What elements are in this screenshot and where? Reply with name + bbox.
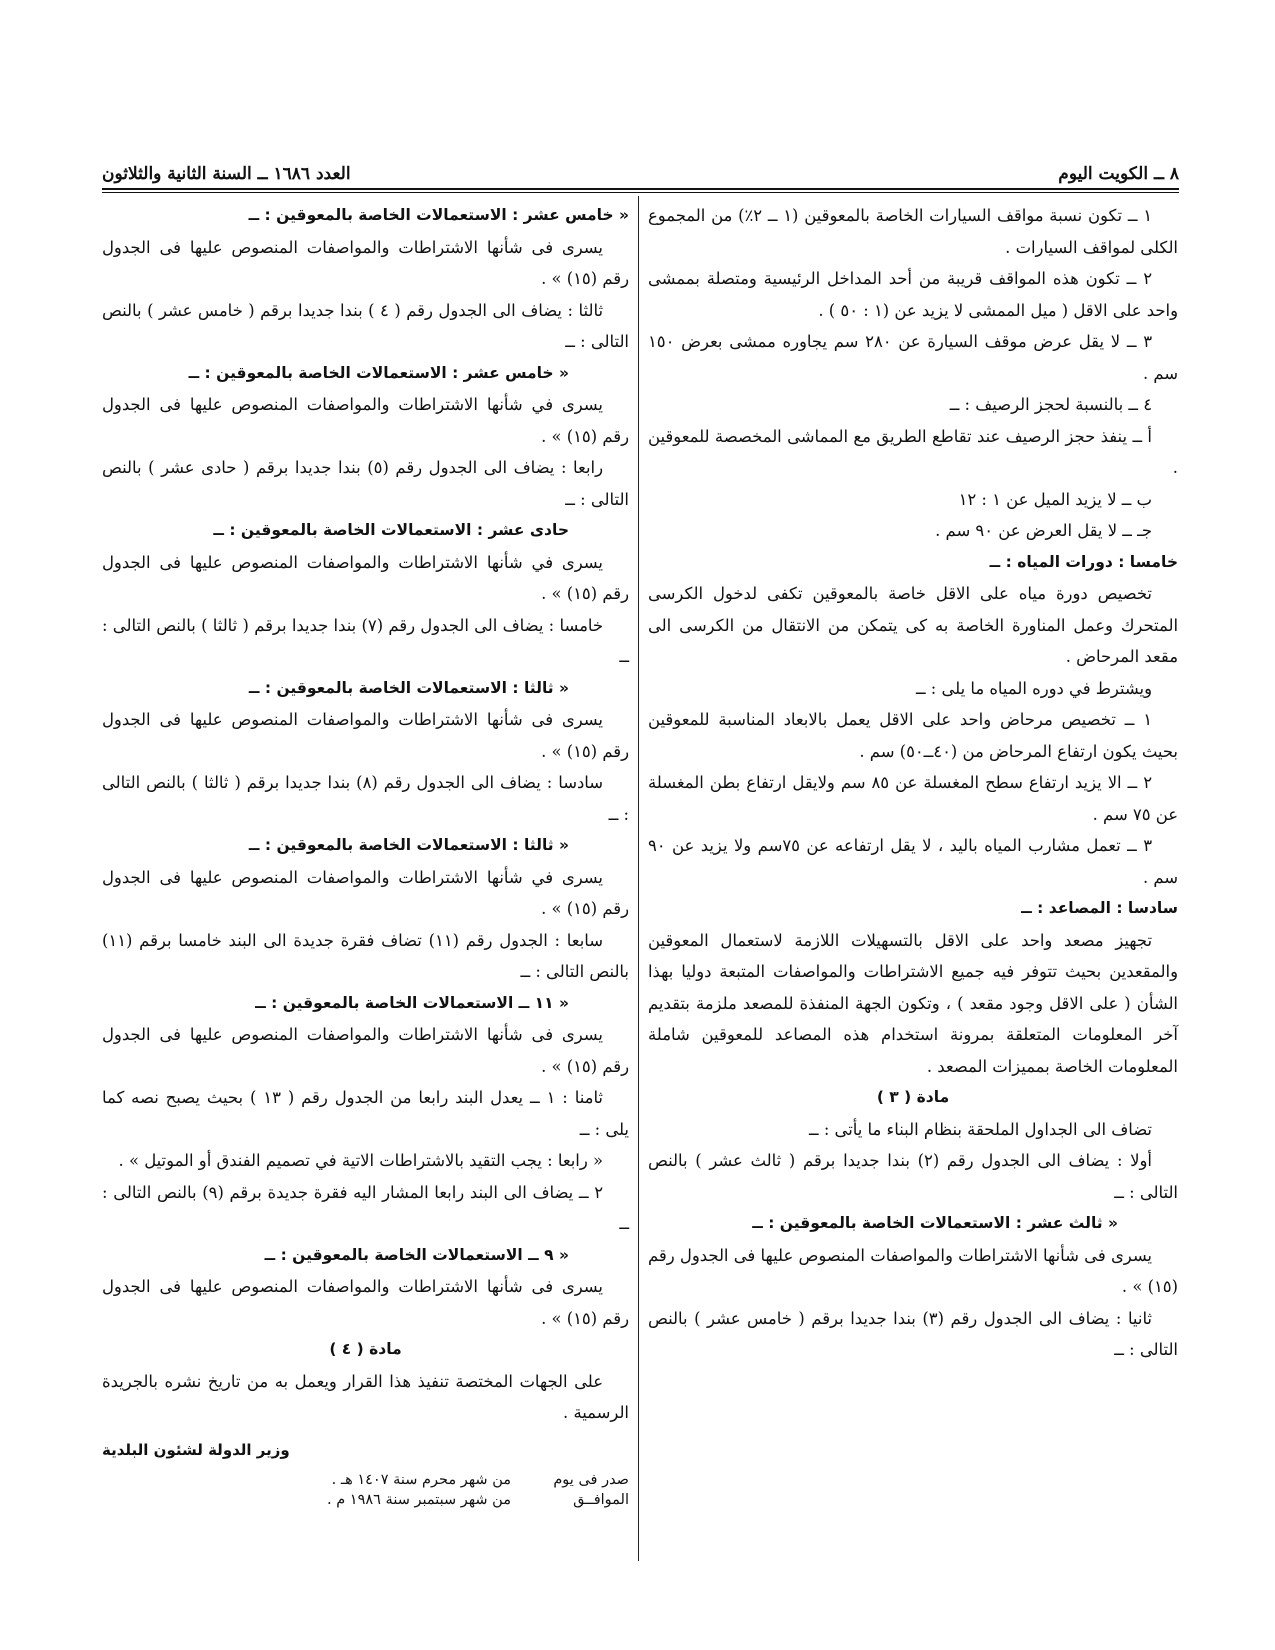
paragraph: خامسا : يضاف الى الجدول رقم (٧) بندا جديدا برقم ( ثالثا ) بالنص التالى : ــ [102, 615, 629, 666]
left-column [102, 200, 629, 1510]
signature-block [102, 1435, 629, 1467]
section-heading: « ثالثا : الاستعمالات الخاصة بالمعوقين : ــ [248, 678, 569, 697]
section-heading: « ٩ ــ الاستعمالات الخاصة بالمعوقين : ــ [264, 1245, 569, 1264]
section-heading: « خامس عشر : الاستعمالات الخاصة بالمعوقين : ــ [188, 363, 569, 382]
paragraph: « رابعا : يجب التقيد بالاشتراطات الاتية في تصميم الفندق أو الموتيل » . [118, 1151, 603, 1170]
right-column [648, 200, 1178, 1366]
page-header [102, 158, 1179, 184]
paragraph: ٢ ــ الا يزيد ارتفاع سطح المغسلة عن ٨٥ سم ولايقل ارتفاع بطن المغسلة عن ٧٥ سم . [648, 773, 1178, 824]
paragraph: ١ ــ تخصيص مرحاض واحد على الاقل يعمل بالابعاد المناسبة للمعوقين بحيث يكون ارتفاع المرحاض من (٤٠ــ٥٠) سم . [648, 710, 1178, 761]
paragraph: ثامنا : ١ ــ يعدل البند رابعا من الجدول رقم ( ١٣ ) بحيث يصبح نصه كما يلى : ــ [102, 1088, 629, 1139]
section-heading: خامسا : دورات المياه : ــ [989, 552, 1178, 571]
paragraph: أولا : يضاف الى الجدول رقم (٢) بندا جديدا برقم ( ثالث عشر ) بالنص التالى : ــ [648, 1151, 1178, 1202]
section-heading: « خامس عشر : الاستعمالات الخاصة بالمعوقين : ــ [248, 206, 629, 224]
issue-date-block [102, 1470, 629, 1510]
page-title: ٨ ــ الكويت اليوم [1058, 164, 1179, 184]
section-heading: « ثالث عشر : الاستعمالات الخاصة بالمعوقين : ــ [752, 1214, 1118, 1232]
paragraph: ثالثا : يضاف الى الجدول رقم ( ٤ ) بندا جديدا برقم ( خامس عشر ) بالنص التالى : ــ [102, 300, 629, 351]
issue-info: العدد ١٦٨٦ ــ السنة الثانية والثلاثون [102, 164, 351, 184]
paragraph: يسرى فى شأنها الاشتراطات والمواصفات المنصوص عليها فى الجدول رقم (١٥) » . [102, 1025, 629, 1076]
header-rule [102, 188, 1179, 190]
header-rule-thin [102, 192, 1179, 193]
corresponding-value: من شهر سبتمبر سنة ١٩٨٦ م . [326, 1492, 511, 1508]
corresponding-label: الموافــق [573, 1492, 629, 1508]
paragraph: ١ ــ تكون نسبة مواقف السيارات الخاصة بالمعوقين (١ ــ ٢٪) من المجموع الكلى لمواقف السيارات . [648, 206, 1178, 257]
paragraph: يسرى في شأنها الاشتراطات والمواصفات المنصوص عليها فى الجدول رقم (١٥) » . [102, 552, 629, 603]
section-heading: حادى عشر : الاستعمالات الخاصة بالمعوقين : ــ [213, 521, 569, 539]
paragraph: تضاف الى الجداول الملحقة بنظام البناء ما يأتى : ــ [809, 1119, 1152, 1139]
paragraph: يسرى فى شأنها الاشتراطات والمواصفات المنصوص عليها فى الجدول رقم (١٥) » . [648, 1245, 1178, 1296]
paragraph: ب ــ لا يزيد الميل عن ١ : ١٢ [958, 489, 1152, 509]
paragraph: رابعا : يضاف الى الجدول رقم (٥) بندا جديدا برقم ( حادى عشر ) بالنص التالى : ــ [102, 458, 629, 509]
minister-title: وزير الدولة لشئون البلدية [102, 1440, 290, 1459]
paragraph: ٤ ــ بالنسبة لحجز الرصيف : ــ [949, 395, 1152, 414]
issued-value: من شهر محرم سنة ١٤٠٧ هـ . [331, 1472, 511, 1488]
section-heading: « ثالثا : الاستعمالات الخاصة بالمعوقين : ــ [248, 836, 569, 854]
paragraph: يسرى فى شأنها الاشتراطات والمواصفات المنصوص عليها فى الجدول رقم (١٥) » . [102, 710, 629, 761]
paragraph: جـ ــ لا يقل العرض عن ٩٠ سم . [935, 521, 1152, 540]
section-heading: مادة ( ٤ ) [329, 1340, 402, 1358]
paragraph: يسرى في شأنها الاشتراطات والمواصفات المنصوص عليها فى الجدول رقم (١٥) » . [102, 867, 629, 918]
paragraph: ثانيا : يضاف الى الجدول رقم (٣) بندا جديدا برقم ( خامس عشر ) بالنص التالى : ــ [648, 1308, 1178, 1359]
paragraph: سادسا : يضاف الى الجدول رقم (٨) بندا جديدا برقم ( ثالثا ) بالنص التالى : ــ [102, 773, 629, 824]
paragraph: سابعا : الجدول رقم (١١) تضاف فقرة جديدة الى البند خامسا برقم (١١) بالنص التالى : ــ [102, 930, 629, 981]
paragraph: يسرى فى شأنها الاشتراطات والمواصفات المنصوص عليها فى الجدول رقم (١٥) » . [102, 237, 629, 288]
section-heading: « ١١ ــ الاستعمالات الخاصة بالمعوقين : ــ [255, 993, 569, 1012]
paragraph: تخصيص دورة مياه على الاقل خاصة بالمعوقين تكفى لدخول الكرسى المتحرك وعمل المناورة الخاصة به كى يتمكن من الانتقال من الكرسى الى مقعد المرحاض . [648, 584, 1178, 666]
paragraph: ويشترط في دوره المياه ما يلى : ــ [915, 678, 1152, 698]
paragraph: على الجهات المختصة تنفيذ هذا القرار ويعمل به من تاريخ نشره بالجريدة الرسمية . [102, 1371, 629, 1422]
paragraph: ٣ ــ تعمل مشارب المياه باليد ، لا يقل ارتفاعه عن ٧٥سم ولا يزيد عن ٩٠ سم . [648, 836, 1178, 887]
column-divider [638, 196, 639, 1561]
section-heading: سادسا : المصاعد : ــ [1021, 899, 1178, 917]
paragraph: تجهيز مصعد واحد على الاقل بالتسهيلات اللازمة لاستعمال المعوقين والمقعدين بحيث تتوفر فيه جميع الاشتراطات والمواصفات المتبعة دوليا بهذا الشأن ( على الاقل وجود مقعد ) ، وتكون الجهة المنفذة للمصعد ملزمة بتقديم آخر المعلومات المتعلقة بمرونة استخدام هذه المصاعد للمعوقين شاملة المعلومات الخاصة بمميزات المصعد . [648, 930, 1178, 1076]
left-column-body [102, 200, 629, 1429]
paragraph: ٢ ــ يضاف الى البند رابعا المشار اليه فقرة جديدة برقم (٩) بالنص التالى : ــ [102, 1182, 629, 1233]
issued-label: صدر فى يوم [553, 1472, 629, 1488]
paragraph: يسرى فى شأنها الاشتراطات والمواصفات المنصوص عليها فى الجدول رقم (١٥) » . [102, 1277, 629, 1328]
paragraph: ٢ ــ تكون هذه المواقف قريبة من أحد المداخل الرئيسية ومتصلة بممشى واحد على الاقل ( ميل الممشى لا يزيد عن (١ : ٥٠ ) . [648, 269, 1178, 320]
paragraph: أ ــ ينفذ حجز الرصيف عند تقاطع الطريق مع المماشى المخصصة للمعوقين . [648, 426, 1178, 477]
paragraph: يسرى في شأنها الاشتراطات والمواصفات المنصوص عليها فى الجدول رقم (١٥) » . [102, 395, 629, 446]
section-heading: مادة ( ٣ ) [876, 1088, 950, 1106]
paragraph: ٣ ــ لا يقل عرض موقف السيارة عن ٢٨٠ سم يجاوره ممشى بعرض ١٥٠ سم . [648, 332, 1178, 383]
